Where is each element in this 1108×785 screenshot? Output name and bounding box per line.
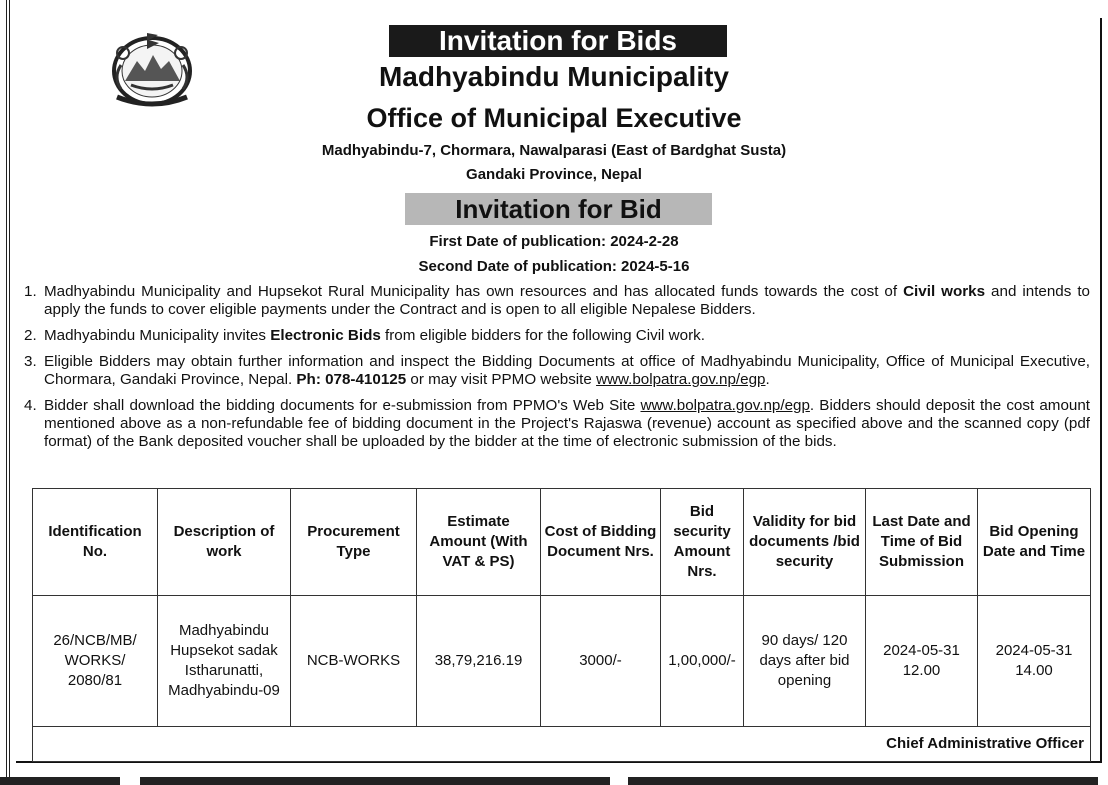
table-header-row — [33, 489, 1091, 596]
organization-name: Madhyabindu Municipality — [378, 61, 729, 92]
bottom-rule — [0, 777, 120, 785]
document-cost-cell: 3000/- — [541, 596, 661, 727]
column-header: Bid security Amount Nrs. — [661, 489, 744, 596]
bottom-rule — [140, 777, 610, 785]
office-name: Office of Municipal Executive — [366, 103, 742, 133]
estimate-amount-cell: 38,79,216.19 — [417, 596, 541, 727]
clause-number: 2. — [24, 327, 37, 344]
description-cell: Madhyabindu Hupsekot sadak Istharunatti, Madhyabindu-09 — [158, 596, 291, 727]
bid-table — [32, 488, 1091, 762]
ppmo-website-link[interactable]: www.bolpatra.gov.np/egp — [596, 371, 766, 388]
clause-bold-text: Electronic Bids — [270, 327, 381, 344]
column-header: Procurement Type — [291, 489, 417, 596]
clause-2 — [24, 327, 1090, 345]
clause-3 — [24, 353, 1090, 389]
submission-deadline-cell: 2024-05-31 12.00 — [866, 596, 978, 727]
clause-number: 1. — [24, 283, 37, 300]
column-header: Description of work — [158, 489, 291, 596]
column-header: Identification No. — [33, 489, 158, 596]
clause-number: 3. — [24, 353, 37, 370]
clause-text: Eligible Bidders may obtain further information and inspect the Bidding Documents at office of Madhyabindu Municipality, Office of Municipal Executive, Chormara, Gandaki Province, Nepal. — [44, 353, 1090, 388]
signatory-title: Chief Administrative Officer — [33, 727, 1091, 762]
page-bottom-rules — [0, 777, 1108, 785]
clause-bold-text: Civil works — [903, 283, 986, 300]
validity-cell: 90 days/ 120 days after bid opening — [744, 596, 866, 727]
second-publication-date: Second Date of publication: 2024-5-16 — [418, 258, 690, 275]
procurement-type-cell: NCB-WORKS — [291, 596, 417, 727]
column-header: Validity for bid documents /bid security — [744, 489, 866, 596]
opening-date-cell: 2024-05-31 14.00 — [978, 596, 1091, 727]
notice-title: Invitation for Bids — [389, 25, 727, 57]
clause-text: . Bidders should deposit the cost amount mentioned above as a non-refundable fee of bidding document in the Project's Rajaswa (revenue) account as specified above and the scanned copy (pdf format) of the Bank deposited voucher shall be uploaded by the bidder at the time of electronic submission of the bids. — [44, 397, 1091, 450]
notice-subtitle: Invitation for Bid — [405, 193, 712, 225]
clause-4 — [24, 397, 1090, 451]
column-header: Cost of Bidding Document Nrs. — [541, 489, 661, 596]
first-publication-date: First Date of publication: 2024-2-28 — [429, 233, 679, 250]
office-province: Gandaki Province, Nepal — [466, 166, 642, 183]
clause-text: Bidder shall download the bidding documents for e-submission from PPMO's Web Site — [44, 397, 641, 414]
clause-text: from eligible bidders for the following Civil work. — [380, 327, 705, 344]
clause-1 — [24, 283, 1090, 319]
ppmo-website-link[interactable]: www.bolpatra.gov.np/egp — [640, 397, 810, 414]
identification-cell: 26/NCB/MB/ WORKS/ 2080/81 — [33, 596, 158, 727]
clause-text: or may visit PPMO website — [406, 371, 597, 388]
office-address: Madhyabindu-7, Chormara, Nawalparasi (East of Bardghat Susta) — [321, 142, 787, 159]
phone-number: Ph: 078-410125 — [296, 371, 407, 388]
clause-text: Madhyabindu Municipality invites — [44, 327, 271, 344]
bid-security-cell: 1,00,000/- — [661, 596, 744, 727]
table-row — [33, 596, 1091, 727]
clause-text: Madhyabindu Municipality and Hupsekot Rural Municipality has own resources and has allocated funds towards the cost of — [44, 283, 904, 300]
signature-row — [33, 727, 1091, 762]
clause-text: . — [765, 371, 770, 388]
clause-list — [24, 283, 1090, 459]
bottom-rule — [628, 777, 1098, 785]
column-header: Last Date and Time of Bid Submission — [866, 489, 978, 596]
clause-number: 4. — [24, 397, 37, 414]
column-header: Estimate Amount (With VAT & PS) — [417, 489, 541, 596]
column-header: Bid Opening Date and Time — [978, 489, 1091, 596]
clause-text: and intends to apply the funds to cover eligible payments under the Contract and is open to all eligible Nepalese Bidders. — [44, 283, 1091, 318]
